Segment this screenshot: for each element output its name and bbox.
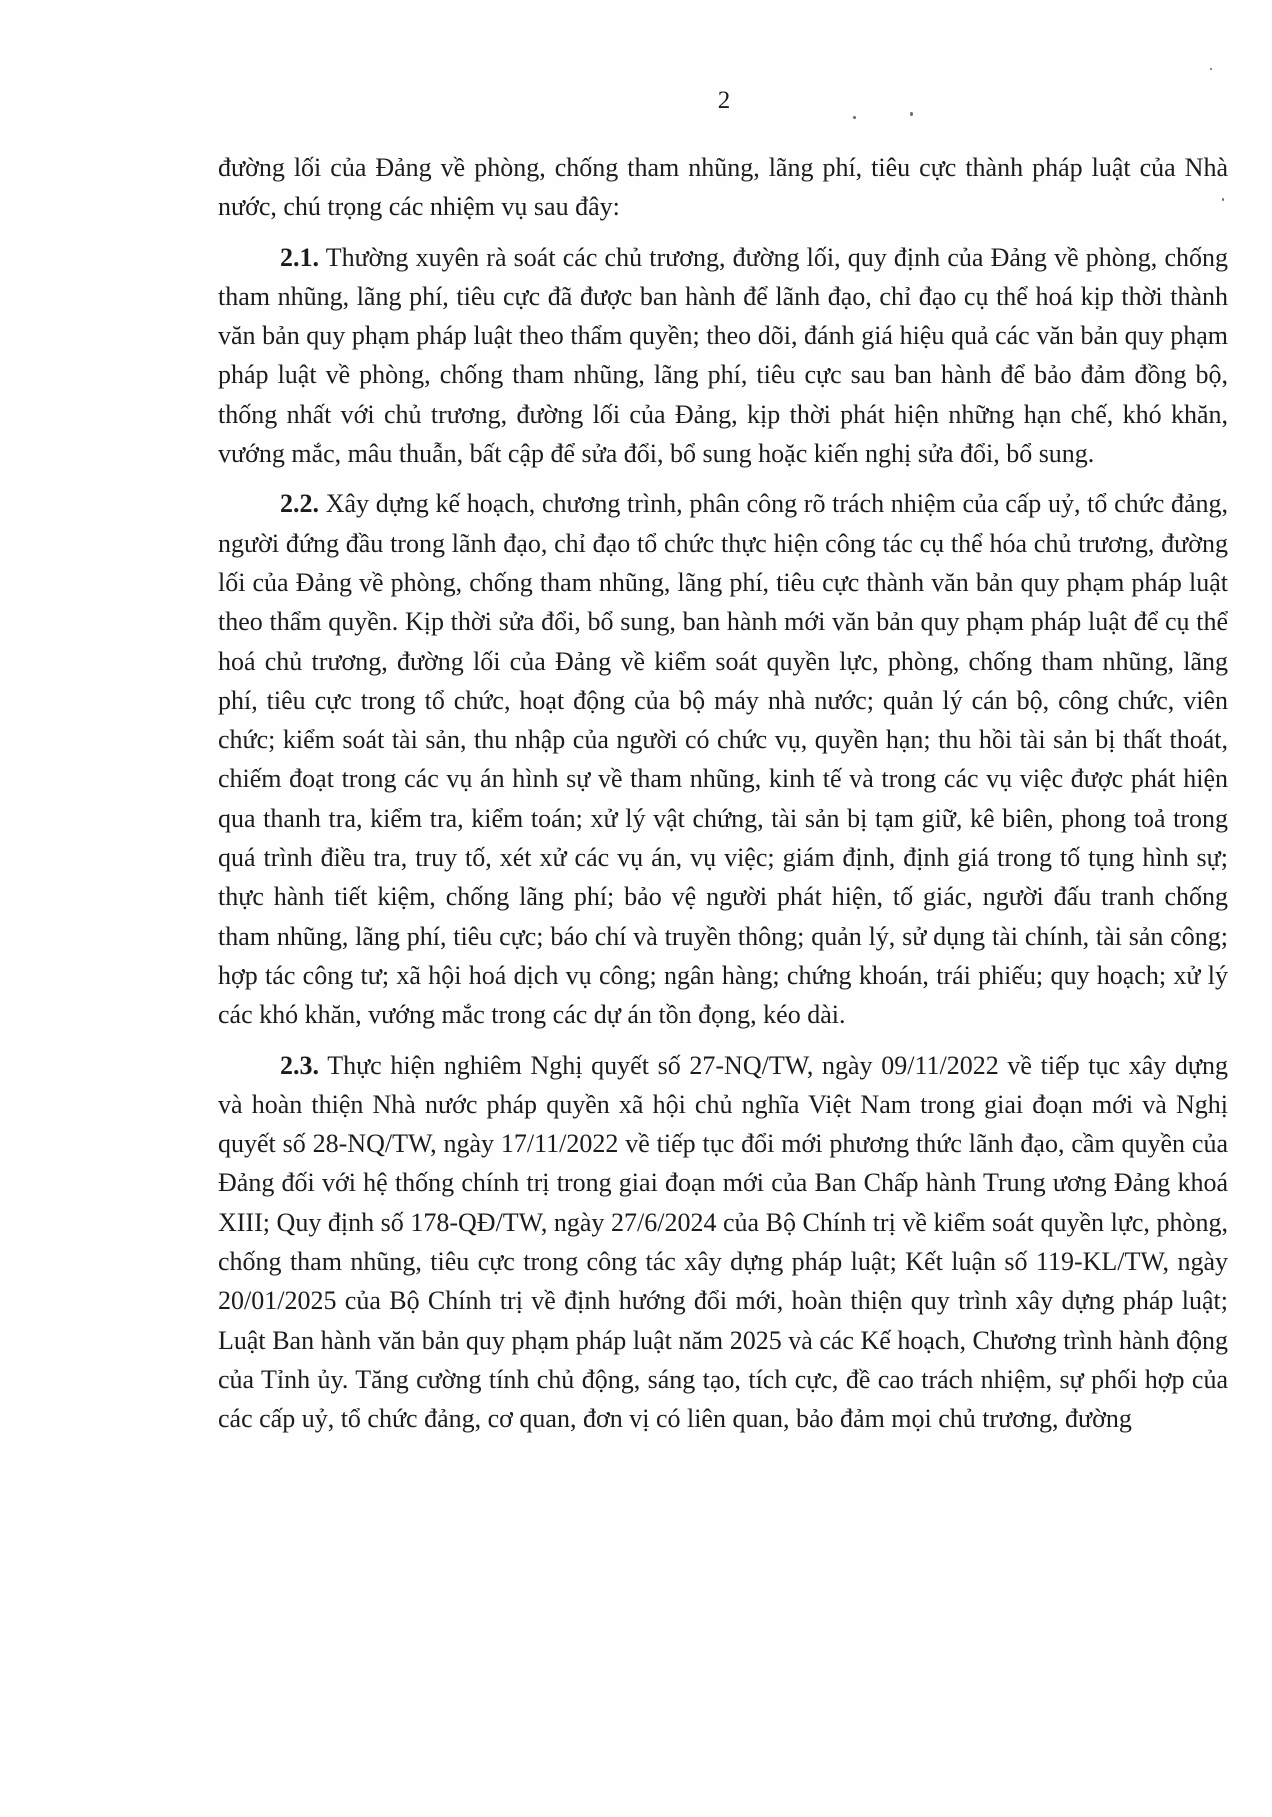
paragraph-number: 2.3.	[280, 1050, 319, 1080]
paragraph-text: đường lối của Đảng về phòng, chống tham nhũng, lãng phí, tiêu cực thành pháp luật của Nhà nước, chú trọng các nhiệm vụ sau đây:	[218, 153, 1228, 222]
scan-speck	[910, 112, 913, 116]
scan-speck	[1210, 68, 1212, 70]
paragraph-2-2	[218, 484, 1228, 1034]
paragraph-text: Xây dựng kế hoạch, chương trình, phân công rõ trách nhiệm của cấp uỷ, tổ chức đảng, người đứng đầu trong lãnh đạo, chỉ đạo tổ chức thực hiện công tác cụ thể hóa chủ trương, đường lối của Đảng về phòng, chống tham nhũng, lãng phí, tiêu cực thành văn bản quy phạm pháp luật theo thẩm quyền. Kịp thời sửa đổi, bổ sung, ban hành mới văn bản quy phạm pháp luật để cụ thể hoá chủ trương, đường lối của Đảng về kiểm soát quyền lực, phòng, chống tham nhũng, lãng phí, tiêu cực trong tổ chức, hoạt động của bộ máy nhà nước; quản lý cán bộ, công chức, viên chức; kiểm soát tài sản, thu nhập của người có chức vụ, quyền hạn; thu hồi tài sản bị thất thoát, chiếm đoạt trong các vụ án hình sự về tham nhũng, kinh tế và trong các vụ việc được phát hiện qua thanh tra, kiểm tra, kiểm toán; xử lý vật chứng, tài sản bị tạm giữ, kê biên, phong toả trong quá trình điều tra, truy tố, xét xử các vụ án, vụ việc; giám định, định giá trong tố tụng hình sự; thực hành tiết kiệm, chống lãng phí; bảo vệ người phát hiện, tố giác, người đấu tranh chống tham nhũng, lãng phí, tiêu cực; báo chí và truyền thông; quản lý, sử dụng tài chính, tài sản công; hợp tác công tư; xã hội hoá dịch vụ công; ngân hàng; chứng khoán, trái phiếu; quy hoạch; xử lý các khó khăn, vướng mắc trong các dự án tồn đọng, kéo dài.	[218, 489, 1228, 1030]
paragraph-2-1	[218, 238, 1228, 474]
scan-speck	[853, 116, 856, 119]
paragraph-continuation	[218, 148, 1228, 227]
paragraph-text: Thường xuyên rà soát các chủ trương, đường lối, quy định của Đảng về phòng, chống tham nhũng, lãng phí, tiêu cực đã được ban hành để lãnh đạo, chỉ đạo cụ thể hoá kịp thời thành văn bản quy phạm pháp luật theo thẩm quyền; theo dõi, đánh giá hiệu quả các văn bản quy phạm pháp luật về phòng, chống tham nhũng, lãng phí, tiêu cực sau ban hành để bảo đảm đồng bộ, thống nhất với chủ trương, đường lối của Đảng, kịp thời phát hiện những hạn chế, khó khăn, vướng mắc, mâu thuẫn, bất cập để sửa đổi, bổ sung hoặc kiến nghị sửa đổi, bổ sung.	[218, 242, 1228, 469]
paragraph-number: 2.1.	[280, 242, 319, 272]
page-number: 2	[717, 87, 731, 114]
document-body	[218, 148, 1228, 1450]
paragraph-text: Thực hiện nghiêm Nghị quyết số 27-NQ/TW, ngày 09/11/2022 về tiếp tục xây dựng và hoàn thiện Nhà nước pháp quyền xã hội chủ nghĩa Việt Nam trong giai đoạn mới và Nghị quyết số 28-NQ/TW, ngày 17/11/2022 về tiếp tục đổi mới phương thức lãnh đạo, cầm quyền của Đảng đối với hệ thống chính trị trong giai đoạn mới của Ban Chấp hành Trung ương Đảng khoá XIII; Quy định số 178-QĐ/TW, ngày 27/6/2024 của Bộ Chính trị về kiểm soát quyền lực, phòng, chống tham nhũng, tiêu cực trong công tác xây dựng pháp luật; Kết luận số 119-KL/TW, ngày 20/01/2025 của Bộ Chính trị về định hướng đổi mới, hoàn thiện quy trình xây dựng pháp luật; Luật Ban hành văn bản quy phạm pháp luật năm 2025 và các Kế hoạch, Chương trình hành động của Tỉnh ủy. Tăng cường tính chủ động, sáng tạo, tích cực, đề cao trách nhiệm, sự phối hợp của các cấp uỷ, tổ chức đảng, cơ quan, đơn vị có liên quan, bảo đảm mọi chủ trương, đường	[218, 1050, 1228, 1434]
paragraph-number: 2.2.	[280, 489, 319, 519]
paragraph-2-3	[218, 1046, 1228, 1439]
